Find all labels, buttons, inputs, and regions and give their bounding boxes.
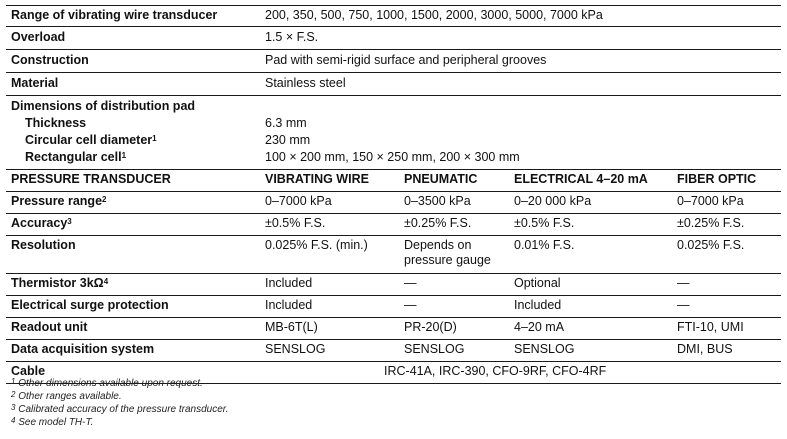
spec-row-range	[6, 6, 781, 27]
footnote-4: $^4$ See model TH-T.	[11, 416, 94, 428]
table-cell-line2: pressure gauge	[404, 253, 491, 267]
circular-label: Circular cell diameter	[25, 133, 153, 147]
specifications-table	[6, 5, 781, 170]
resolution-row	[6, 236, 781, 274]
spec-row-construction	[6, 50, 781, 73]
spec-row-circular	[6, 133, 781, 150]
table-cell: MB-6T(L)	[260, 318, 399, 340]
table-cell: —	[399, 296, 509, 318]
table-cell: 0–7000 kPa	[672, 192, 781, 214]
table-cell: SENSLOG	[509, 340, 672, 362]
thickness-value: 6.3 mm	[265, 116, 307, 130]
table-cell: 4–20 mA	[509, 318, 672, 340]
table-cell: —	[672, 274, 781, 296]
construction-value: Pad with semi-rigid surface and peripheral grooves	[260, 50, 781, 73]
table-cell: DMI, BUS	[672, 340, 781, 362]
table-cell: —	[672, 296, 781, 318]
table-cell: 0.025% F.S. (min.)	[260, 236, 399, 274]
spec-row-thickness	[6, 116, 781, 133]
header-fiber-optic: FIBER OPTIC	[672, 170, 781, 192]
spec-row-rectangular	[6, 150, 781, 170]
resolution-label: Resolution	[6, 236, 260, 274]
rect-value: 100 × 200 mm, 150 × 250 mm, 200 × 300 mm	[260, 150, 781, 170]
table-cell: Depends on	[404, 238, 472, 252]
table-cell: SENSLOG	[399, 340, 509, 362]
thermistor-row	[6, 274, 781, 296]
rect-label: Rectangular cell	[25, 150, 122, 164]
table-cell: 0–7000 kPa	[260, 192, 399, 214]
table-cell: PR-20(D)	[399, 318, 509, 340]
thickness-label: Thickness	[25, 116, 87, 130]
transducer-header-row	[6, 170, 781, 192]
surge-label: Electrical surge protection	[6, 296, 260, 318]
range-value: 200, 350, 500, 750, 1000, 1500, 2000, 3000, 5000, 7000 kPa	[260, 6, 781, 27]
footnote-3: $^3$ Calibrated accuracy of the pressure transducer.	[11, 403, 229, 415]
thermistor-label: Thermistor 3kΩ	[11, 276, 104, 290]
table-cell: 0.025% F.S.	[672, 236, 781, 274]
table-cell: ±0.5% F.S.	[509, 214, 672, 236]
circular-value: 230 mm	[265, 133, 311, 147]
accuracy-footnote-ref: 3	[67, 217, 72, 226]
table-cell: —	[399, 274, 509, 296]
thermistor-footnote-ref: 4	[103, 277, 109, 286]
circular-footnote-ref: 1	[152, 134, 157, 143]
table-cell: 0–20 000 kPa	[509, 192, 672, 214]
header-pneumatic: PNEUMATIC	[399, 170, 509, 192]
table-cell: Included	[260, 274, 399, 296]
daq-label: Data acquisition system	[6, 340, 260, 362]
footnotes	[11, 377, 229, 429]
spec-row-dimensions	[6, 96, 781, 117]
table-cell: FTI-10, UMI	[672, 318, 781, 340]
material-value: Stainless steel	[260, 73, 781, 96]
spec-row-overload	[6, 27, 781, 50]
pressure-range-label: Pressure range	[11, 194, 103, 208]
table-cell: ±0.25% F.S.	[399, 214, 509, 236]
accuracy-label: Accuracy	[11, 216, 68, 230]
table-cell: Included	[260, 296, 399, 318]
construction-label: Construction	[6, 50, 260, 73]
material-label: Material	[6, 73, 260, 96]
dimensions-label: Dimensions of distribution pad	[11, 99, 196, 113]
header-pressure-transducer: PRESSURE TRANSDUCER	[6, 170, 260, 192]
cable-label: Cable	[6, 362, 260, 384]
rect-footnote-ref: 1	[121, 151, 127, 160]
header-electrical: ELECTRICAL 4–20 mA	[509, 170, 672, 192]
table-cell: 0.01% F.S.	[509, 236, 672, 274]
daq-row	[6, 340, 781, 362]
overload-label: Overload	[6, 27, 260, 50]
footnote-1: $^1$ Other dimensions available upon request.	[11, 377, 203, 389]
range-label: Range of vibrating wire transducer	[6, 6, 260, 27]
surge-row	[6, 296, 781, 318]
pressure-range-footnote-ref: 2	[102, 195, 107, 204]
readout-label: Readout unit	[6, 318, 260, 340]
cable-value: IRC-41A, IRC-390, CFO-9RF, CFO-4RF	[260, 362, 781, 384]
table-cell: Included	[509, 296, 672, 318]
overload-value: 1.5 × F.S.	[260, 27, 781, 50]
footnote-2: $^2$ Other ranges available.	[11, 390, 122, 402]
table-cell: 0–3500 kPa	[399, 192, 509, 214]
pressure-range-row	[6, 192, 781, 214]
transducer-table	[6, 169, 781, 384]
accuracy-row	[6, 214, 781, 236]
spec-row-material	[6, 73, 781, 96]
header-vibrating-wire: VIBRATING WIRE	[260, 170, 399, 192]
table-cell: ±0.5% F.S.	[260, 214, 399, 236]
table-cell: ±0.25% F.S.	[672, 214, 781, 236]
readout-row	[6, 318, 781, 340]
table-cell: Optional	[509, 274, 672, 296]
table-cell: SENSLOG	[260, 340, 399, 362]
